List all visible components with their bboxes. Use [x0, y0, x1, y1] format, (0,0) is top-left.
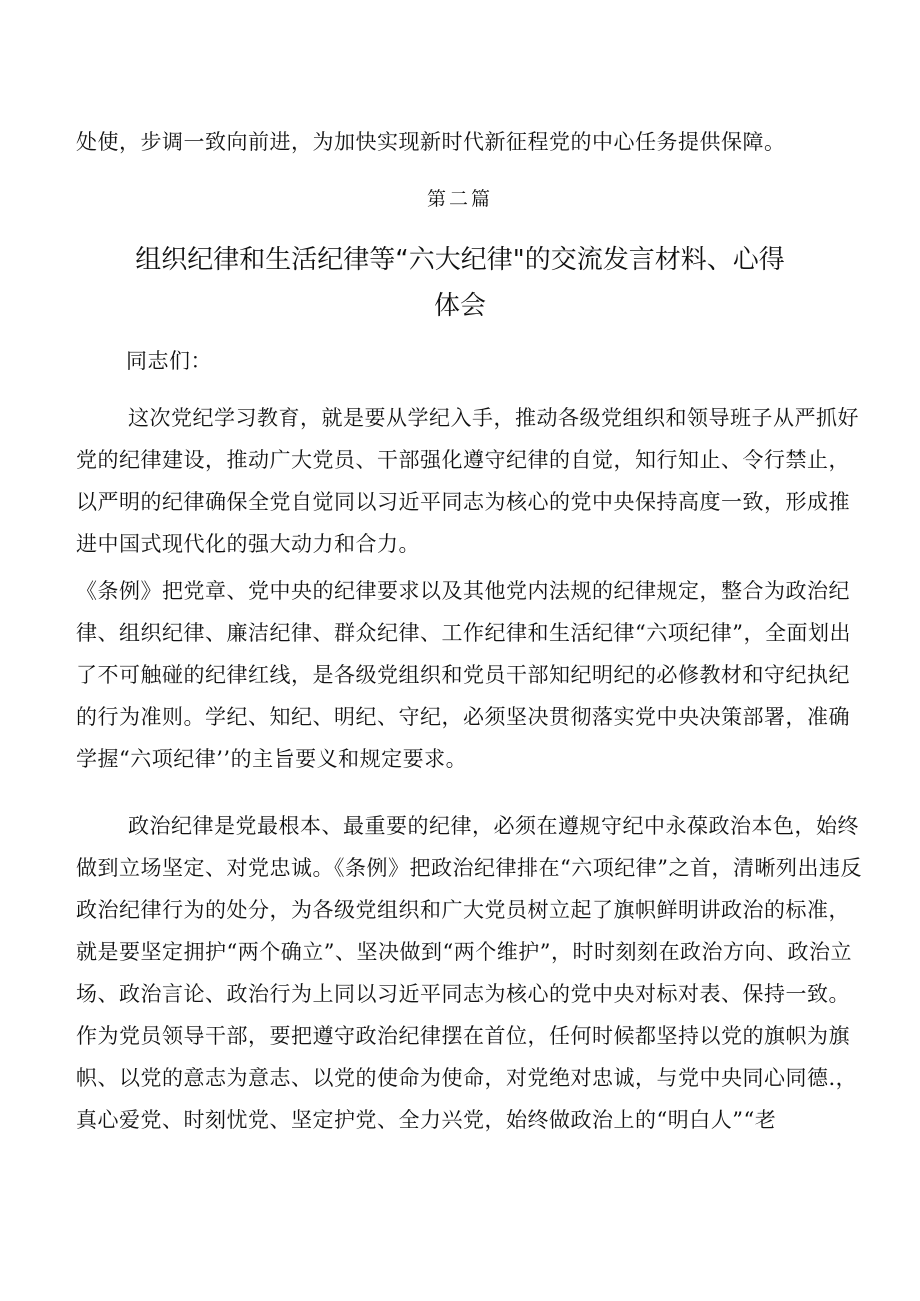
body-paragraph-3: 政治纪律是党最根本、最重要的纪律，必须在遵规守纪中永葆政治本色，始终做到立场坚定、对党忠诚。《条例》把政治纪律排在“六项纪律”之首，清晰列出违反政治纪律行为的处分，为各级党组织和广大党员树立起了旗帜鲜明讲政治的标准，就是要坚定拥护“两个确立”、坚决做到“两个维护”，时时刻刻在政治方向、政治立场、政治言论、政治行为上同以习近平同志为核心的党中央对标对表、保持一致。作为党员领导干部，要把遵守政治纪律摆在首位，任何时候都坚持以党的旗帜为旗帜、以党的意志为意志、以党的使命为使命，对党绝对忠诚，与党中央同心同德.，真心爱党、时刻忧党、坚定护党、全力兴党，始终做政治上的“明白人”“老: [76, 814, 862, 1132]
title-line-2: 体会: [433, 291, 486, 321]
document-title: [130, 237, 790, 329]
lead-paragraph: 处使，步调一致向前进，为加快实现新时代新征程党的中心任务提供保障。: [76, 130, 786, 154]
salutation: 同志们：: [126, 349, 212, 373]
section-label: 第二篇: [426, 188, 493, 210]
title-line-1: 组织纪律和生活纪律等“六大纪律"的交流发言材料、心得: [135, 245, 785, 275]
body-paragraph-1: 这次党纪学习教育，就是要从学纪入手，推动各级党组织和领导班子从严抓好党的纪律建设，推动广大党员、干部强化遵守纪律的自觉，知行知止、令行禁止，以严明的纪律确保全党自觉同以习近平同志为核心的党中央保持高度一致，形成推进中国式现代化的强大动力和合力。: [76, 406, 859, 556]
body-paragraph-2: 《条例》把党章、党中央的纪律要求以及其他党内法规的纪律规定，整合为政治纪律、组织纪律、廉洁纪律、群众纪律、工作纪律和生活纪律“六项纪律”，全面划出了不可触碰的纪律红线，是各级党组织和党员干部知纪明纪的必修教材和守纪执纪的行为准则。学纪、知纪、明纪、守纪，必须坚决贯彻落实党中央决策部署，准确学握“六项纪律’’的主旨要义和规定要求。: [76, 579, 851, 771]
